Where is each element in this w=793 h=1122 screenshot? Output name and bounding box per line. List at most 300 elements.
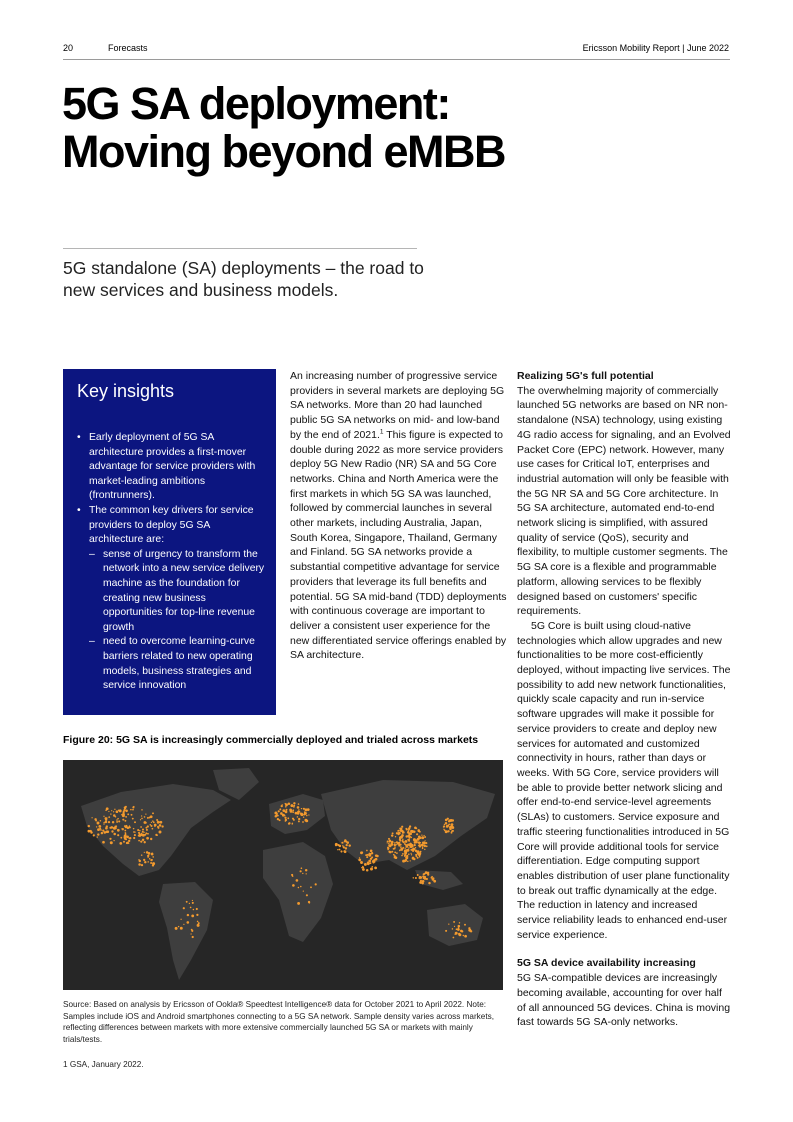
sample-dot (103, 831, 106, 834)
sample-dot (190, 907, 192, 909)
sample-dot (306, 894, 308, 896)
sample-dot (93, 834, 95, 836)
sample-dot (388, 842, 390, 844)
sample-dot (463, 935, 464, 936)
sample-dot (132, 818, 134, 820)
sample-dot (141, 818, 143, 820)
sample-dot (96, 826, 97, 827)
sample-dot (445, 930, 447, 932)
sample-dot (124, 836, 127, 839)
sample-dot (308, 902, 310, 904)
sample-dot (186, 921, 189, 924)
title-line-2: Moving beyond eMBB (62, 126, 505, 177)
sample-dot (375, 854, 378, 857)
sample-dot (408, 839, 411, 842)
sample-dot (113, 814, 116, 817)
sample-dot (147, 817, 149, 819)
sample-dot (361, 867, 362, 868)
sample-dot (343, 850, 345, 852)
sample-dot (110, 841, 113, 844)
sample-dot (424, 836, 426, 838)
sample-dot (175, 927, 178, 930)
sample-dot (415, 877, 417, 879)
sample-dot (124, 820, 126, 822)
sample-dot (288, 803, 291, 806)
sample-dot (109, 838, 111, 840)
sample-dot (414, 826, 417, 829)
sample-dot (94, 818, 96, 820)
sample-dot (412, 857, 414, 859)
sample-dot (399, 849, 401, 851)
sample-dot (468, 927, 470, 929)
sample-dot (464, 924, 466, 926)
sample-dot (337, 844, 339, 846)
sample-dot (292, 884, 295, 887)
key-insights-box (63, 369, 276, 715)
sample-dot (401, 855, 403, 857)
sample-dot (444, 824, 445, 825)
sample-dot (125, 810, 128, 813)
sample-dot (292, 811, 294, 813)
sample-dot (141, 864, 143, 866)
sample-dot (279, 808, 281, 810)
sample-dot (97, 836, 98, 837)
sample-dot (448, 923, 449, 924)
sample-dot (150, 825, 152, 827)
sample-dot (127, 826, 130, 829)
sample-dot (127, 813, 129, 815)
sample-dot (372, 866, 374, 868)
sample-dot (161, 825, 163, 827)
sample-dot (191, 915, 194, 918)
key-insight-bullet: • Early deployment of 5G SA architecture provides a first-mover advantage for service providers with market-leading ambitions (frontrunners). (77, 431, 266, 504)
sample-dot (285, 811, 288, 814)
sample-dot (133, 828, 135, 830)
sample-dot (369, 853, 372, 856)
sample-dot (123, 810, 125, 812)
sample-dot (340, 850, 342, 852)
sample-dot (105, 819, 107, 821)
sample-dot (141, 854, 143, 856)
sample-dot (134, 821, 136, 823)
sample-dot (301, 808, 302, 809)
sample-dot (433, 877, 435, 879)
sample-dot (277, 818, 279, 820)
sample-dot (157, 821, 160, 824)
sample-dot (146, 829, 148, 831)
sample-dot (122, 819, 124, 821)
sample-dot (113, 840, 114, 841)
sample-dot (198, 922, 200, 924)
sample-dot (369, 862, 371, 864)
key-insight-subbullet: – need to overcome learning-curve barriers related to new operating models, business strategies and service innovation (77, 635, 266, 693)
sample-dot (284, 815, 286, 817)
sample-dot (367, 854, 369, 856)
sample-dot (451, 823, 454, 826)
sample-dot (133, 806, 134, 807)
sample-dot (417, 874, 419, 876)
sample-dot (97, 833, 99, 835)
sample-dot (132, 809, 134, 811)
sample-dot (190, 933, 191, 934)
sample-dot (293, 802, 295, 804)
intro-text-b: This figure is expected to double during 2022 as more service providers deploy 5G New Radio (NR) SA and 5G Core networks. China and North America were the first markets in which 5G SA was launched, followed by commercial launches in several other markets, including Australia, Japan, South Korea, Singapore, Thailand, Germany and Finland. 5G SA networks provide a substantial competitive advantage for service providers that leverage its full benefits and potential. 5G SA mid-band (TDD) deployments with continuous coverage are important to deliver a consistent user experience for the new differentiated service offerings enabled by SA architecture. (290, 428, 507, 662)
sample-dot (110, 813, 111, 814)
sample-dot (346, 841, 349, 844)
intro-text-a: An increasing number of progressive service providers in several markets are deploying 5G SA networks. More than 20 had launched public 5G SA networks on mid- and low-band by the end of 2021. (290, 370, 505, 441)
sample-dot (396, 852, 398, 854)
subtitle: 5G standalone (SA) deployments – the road to new services and business models. (63, 258, 424, 300)
sample-dot (424, 877, 427, 880)
sample-dot (424, 849, 425, 850)
sample-dot (159, 821, 161, 823)
sample-dot (346, 844, 348, 846)
sample-dot (398, 830, 400, 832)
sample-dot (152, 856, 154, 858)
sample-dot (444, 826, 445, 827)
sample-dot (128, 838, 129, 839)
sample-dot (152, 820, 153, 821)
sample-dot (464, 935, 467, 938)
sample-dot (112, 821, 114, 823)
sample-dot (406, 855, 408, 857)
sample-dot (423, 873, 425, 875)
sample-dot (413, 839, 415, 841)
sample-dot (292, 809, 294, 811)
sample-dot (409, 826, 411, 828)
sample-dot (422, 847, 423, 848)
sample-dot (348, 844, 350, 846)
sample-dot (388, 840, 391, 843)
sample-dot (399, 827, 401, 829)
sample-dot (156, 834, 158, 836)
sample-dot (292, 823, 293, 824)
sample-dot (305, 869, 307, 871)
sample-dot (159, 824, 162, 827)
sample-dot (366, 850, 368, 852)
sample-dot (373, 861, 375, 863)
sample-dot (284, 817, 286, 819)
sample-dot (116, 821, 118, 823)
sample-dot (417, 838, 420, 841)
sample-dot (300, 812, 301, 813)
sample-dot (180, 919, 181, 920)
sample-dot (389, 851, 391, 853)
sample-dot (300, 870, 302, 872)
sample-dot (396, 841, 398, 843)
world-map (63, 760, 503, 990)
sample-dot (88, 830, 91, 833)
sample-dot (391, 835, 393, 837)
sample-dot (292, 875, 294, 877)
sample-dot (307, 808, 310, 811)
sample-dot (419, 845, 422, 848)
sample-dot (108, 821, 110, 823)
sample-dot (124, 830, 126, 832)
sample-dot (134, 834, 136, 836)
sample-dot (99, 828, 101, 830)
sample-dot (144, 852, 145, 853)
sample-dot (427, 872, 430, 875)
sample-dot (297, 806, 300, 809)
sample-dot (370, 858, 372, 860)
sample-dot (423, 835, 424, 836)
sample-dot (337, 849, 338, 850)
sample-dot (119, 809, 122, 812)
sample-dot (359, 857, 360, 858)
sample-dot (127, 836, 129, 838)
sample-dot (410, 849, 412, 851)
sample-dot (405, 845, 408, 848)
sample-dot (128, 840, 130, 842)
sample-dot (108, 811, 109, 812)
sample-dot (410, 860, 411, 861)
header-divider (63, 59, 730, 60)
sample-dot (420, 851, 422, 853)
sample-dot (343, 846, 345, 848)
sample-dot (407, 861, 408, 862)
sample-dot (405, 848, 406, 849)
sample-dot (455, 932, 458, 935)
sample-dot (408, 853, 410, 855)
sample-dot (310, 886, 312, 888)
sample-dot (109, 827, 111, 829)
sample-dot (287, 817, 289, 819)
subtitle-divider (63, 248, 417, 249)
sample-dot (399, 838, 401, 840)
sample-dot (345, 847, 347, 849)
sample-dot (406, 828, 408, 830)
sample-dot (152, 828, 154, 830)
sample-dot (425, 840, 426, 841)
sample-dot (105, 827, 108, 830)
sample-dot (388, 838, 390, 840)
sample-dot (187, 914, 189, 916)
sample-dot (400, 836, 403, 839)
world-map-graphic (63, 760, 503, 990)
figure-caption: Figure 20: 5G SA is increasingly commercially deployed and trialed across markets (63, 734, 479, 746)
sample-dot (139, 860, 141, 862)
page-number: 20 (63, 43, 74, 53)
sample-dot (141, 833, 142, 834)
sample-dot (183, 907, 185, 909)
sample-dot (138, 835, 140, 837)
sample-dot (119, 842, 122, 845)
sample-dot (131, 814, 133, 816)
sample-dot (196, 908, 198, 910)
sample-dot (290, 804, 293, 807)
sample-dot (141, 809, 142, 810)
sample-dot (298, 820, 300, 822)
sample-dot (408, 829, 409, 830)
report-title: Ericsson Mobility Report | June 2022 (582, 43, 729, 53)
sample-dot (451, 832, 453, 834)
key-insight-bullet: • The common key drivers for service providers to deploy 5G SA architecture are: (77, 504, 266, 548)
sample-dot (108, 816, 110, 818)
key-insight-subbullet: – sense of urgency to transform the network into a new service delivery machine as the foundation for creating new business opportunities for top-line revenue growth (77, 548, 266, 636)
sample-dot (394, 842, 396, 844)
sample-dot (192, 902, 194, 904)
sample-dot (453, 921, 455, 923)
figure-source: Source: Based on analysis by Ericsson of Ookla® Speedtest Intelligence® data for October 2021 to April 2022. Note: Samples include iOS and Android smartphones connecting to a 5G SA network. Sample density varies across markets, reflecting differences between markets with more extensive commercially launched 5G SA or markets with mainly trials/tests. (63, 1000, 494, 1044)
sample-dot (155, 824, 156, 825)
sample-dot (421, 836, 424, 839)
sample-dot (420, 842, 421, 843)
sample-dot (428, 882, 430, 884)
sample-dot (298, 803, 300, 805)
sample-dot (140, 840, 142, 842)
sample-dot (145, 813, 146, 814)
sample-dot (417, 857, 419, 859)
sample-dot (315, 883, 317, 885)
sample-dot (411, 854, 412, 855)
sample-dot (445, 830, 448, 833)
sample-dot (431, 876, 433, 878)
sample-dot (290, 810, 293, 813)
sample-dot (126, 825, 128, 827)
sample-dot (405, 840, 407, 842)
sample-dot (415, 847, 416, 848)
sample-dot (426, 845, 428, 847)
sample-dot (150, 859, 152, 861)
sample-dot (146, 837, 149, 840)
sample-dot (285, 803, 288, 806)
sample-dot (140, 826, 142, 828)
sample-dot (344, 841, 345, 842)
sample-dot (111, 830, 113, 832)
sample-dot (91, 817, 92, 818)
sample-dot (154, 826, 155, 827)
sample-dot (197, 921, 199, 923)
sample-dot (191, 930, 193, 932)
sample-dot (394, 852, 396, 854)
sample-dot (159, 831, 162, 834)
sample-dot (456, 928, 458, 930)
sample-dot (394, 847, 395, 848)
sample-dot (419, 843, 421, 845)
sample-dot (152, 864, 154, 866)
sample-dot (150, 815, 153, 818)
sample-dot (341, 842, 343, 844)
sample-dot (113, 833, 116, 836)
sample-dot (144, 841, 146, 843)
sample-dot (138, 863, 141, 866)
footnote-ref: 1 (379, 428, 384, 436)
sample-dot (116, 810, 119, 813)
sample-dot (452, 819, 454, 821)
body-column-2 (517, 369, 733, 1030)
sample-dot (114, 827, 117, 830)
sample-dot (413, 877, 414, 878)
sample-dot (419, 881, 422, 884)
sample-dot (402, 839, 403, 840)
sample-dot (281, 805, 283, 807)
sample-dot (306, 873, 307, 874)
sample-dot (394, 844, 396, 846)
sample-dot (142, 839, 144, 841)
sample-dot (117, 834, 119, 836)
sample-dot (362, 866, 364, 868)
sample-dot (410, 844, 413, 847)
sample-dot (458, 925, 461, 928)
sample-dot (371, 869, 373, 871)
sample-dot (147, 856, 148, 857)
sample-dot (158, 827, 160, 829)
sample-dot (293, 805, 295, 807)
sample-dot (410, 830, 413, 833)
sample-dot (449, 819, 452, 822)
sample-dot (405, 857, 407, 859)
sample-dot (274, 812, 277, 815)
sample-dot (193, 909, 195, 911)
sample-dot (130, 809, 132, 811)
sample-dot (111, 810, 112, 811)
sample-dot (90, 830, 91, 831)
sample-dot (388, 845, 390, 847)
paragraph: 5G SA-compatible devices are increasingly becoming available, accounting for over half of all announced 5G devices. China is moving fast towards 5G SA-only networks. (517, 972, 731, 1029)
sample-dot (300, 886, 302, 888)
sample-dot (419, 831, 421, 833)
sample-dot (88, 825, 90, 827)
sample-dot (123, 841, 125, 843)
sample-dot (362, 868, 365, 871)
sample-dot (143, 832, 144, 833)
sample-dot (360, 861, 363, 864)
sample-dot (117, 818, 119, 820)
sample-dot (178, 926, 179, 927)
sample-dot (424, 846, 426, 848)
sample-dot (118, 820, 120, 822)
sample-dot (189, 903, 190, 904)
sample-dot (301, 813, 304, 816)
sample-dot (144, 821, 147, 824)
paragraph: The overwhelming majority of commercially launched 5G networks are based on NR non-standalone (NSA) technology, using existing 4G radio access for signaling, and an Evolved Packet Core (EPC) network. However, many use cases for Critical IoT, enterprises and industrial automation will only be feasible with the 5G NR SA and 5G Core architecture. In 5G SA architecture, automated end-to-end network slicing is simplified, with assured quality of service (QoS), security and flexibility, to multiple customer segments. The 5G SA core is a flexible and programmable platform, allowing services to be flexibly designed based on customers' specific requirements. (517, 384, 731, 618)
sample-dot (156, 819, 158, 821)
sample-dot (419, 856, 421, 858)
sample-dot (414, 841, 416, 843)
sample-dot (297, 811, 299, 813)
sample-dot (304, 813, 306, 815)
sample-dot (305, 820, 308, 823)
title-line-1: 5G SA deployment: (62, 78, 450, 129)
sample-dot (306, 815, 307, 816)
sample-dot (197, 925, 199, 927)
sample-dot (150, 862, 152, 864)
key-insights-title: Key insights (77, 381, 175, 401)
sample-dot (387, 842, 388, 843)
sample-dot (303, 817, 304, 818)
sample-dot (402, 832, 404, 834)
sample-dot (283, 814, 284, 815)
sample-dot (401, 826, 403, 828)
sample-dot (411, 837, 413, 839)
sample-dot (102, 841, 105, 844)
sample-dot (391, 841, 392, 842)
sample-dot (180, 927, 183, 930)
sample-dot (144, 816, 146, 818)
sample-dot (124, 806, 127, 809)
sample-dot (394, 857, 396, 859)
sample-dot (285, 820, 287, 822)
sample-dot (302, 821, 304, 823)
sample-dot (387, 841, 389, 843)
sample-dot (393, 848, 395, 850)
sample-dot (301, 867, 303, 869)
sample-dot (149, 858, 151, 860)
sample-dot (196, 914, 198, 916)
sample-dot (276, 814, 278, 816)
sample-dot (144, 859, 145, 860)
